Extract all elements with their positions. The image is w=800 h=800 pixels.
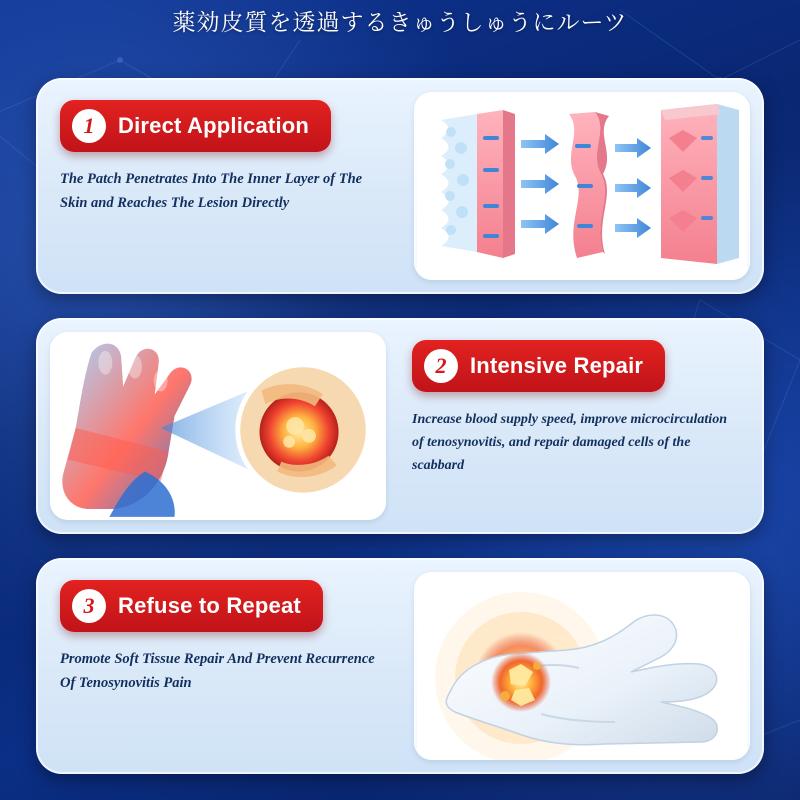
feature-card-1	[36, 78, 764, 294]
card-1-text-column	[36, 78, 412, 294]
card-3-number: 3	[72, 589, 106, 623]
skin-layer-penetration-icon	[414, 92, 750, 280]
card-2-title: Intensive Repair	[470, 353, 644, 378]
card-2-text-column	[388, 318, 764, 534]
card-3-text-column	[36, 558, 412, 774]
card-3-body: Promote Soft Tissue Repair And Prevent Recurrence Of Tenosynovitis Pain	[60, 651, 375, 691]
card-2-number: 2	[424, 349, 458, 383]
page-headline: 薬効皮質を透過するきゅうしゅうにルーツ	[172, 10, 628, 36]
card-3-illustration	[414, 572, 750, 760]
card-3-title: Refuse to Repeat	[118, 593, 301, 618]
card-1-title: Direct Application	[118, 113, 310, 138]
card-2-heading-badge	[412, 340, 665, 392]
card-2-body: Increase blood supply speed, improve microcirculation of tenosynovitis, and repair damaged cells of the scabbard	[412, 412, 727, 474]
card-2-illustration	[50, 332, 386, 520]
card-1-number: 1	[72, 109, 106, 143]
feature-card-3	[36, 558, 764, 774]
feature-card-2	[36, 318, 764, 534]
card-1-heading-badge	[60, 100, 331, 152]
hand-heat-glow-icon	[414, 572, 750, 760]
card-3-heading-badge	[60, 580, 323, 632]
card-1-body: The Patch Penetrates Into The Inner Layer of The Skin and Reaches The Lesion Directly	[60, 171, 363, 211]
card-1-illustration	[414, 92, 750, 280]
wrist-xray-magnifier-icon	[50, 332, 386, 520]
